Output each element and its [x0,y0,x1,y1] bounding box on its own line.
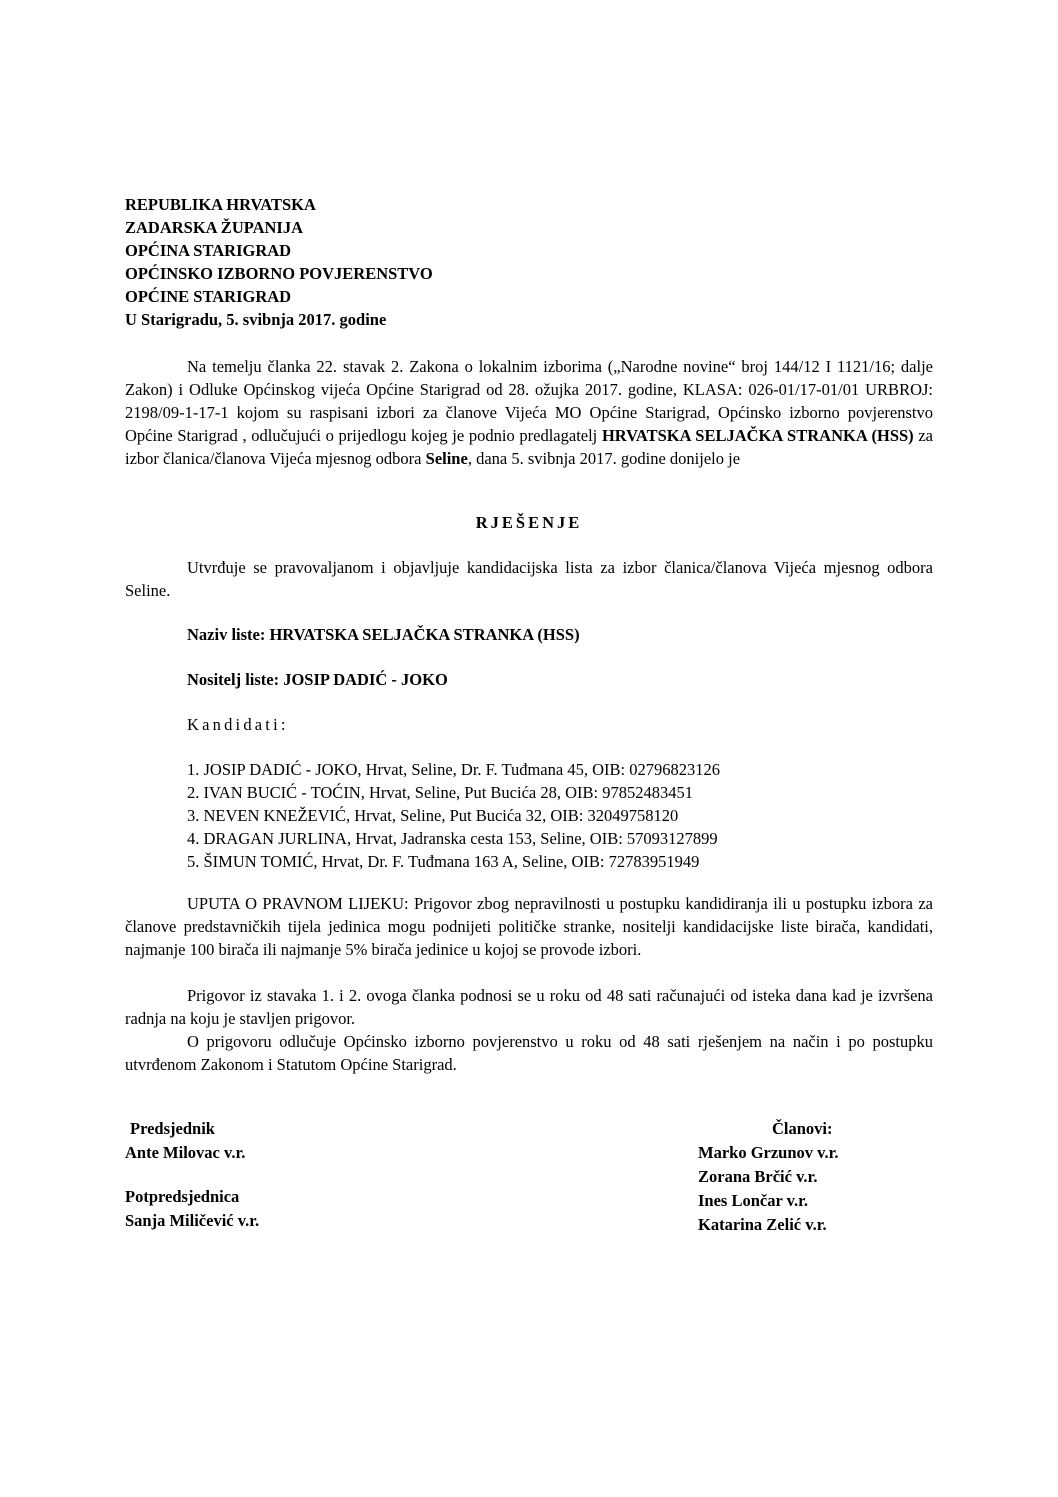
header-date: U Starigradu, 5. svibnja 2017. godine [125,310,387,329]
legal-remedy-paragraph: UPUTA O PRAVNOM LIJEKU: Prigovor zbog nepravilnosti u postupku kandidiranja ili u postupku izbora za članove predstavničkih tijela jedinica mogu podnijeti političke stranke, nositelji kandidacijske liste birača, kandidati, najmanje 100 birača ili najmanje 5% birača jedinice u kojoj se provode izbori. [125,894,933,959]
decision-text: Utvrđuje se pravovaljanom i objavljuje kandidacijska lista za izbor članica/članova Vijeća mjesnog odbora Seline. [125,558,933,600]
header-line: OPĆINSKO IZBORNO POVJERENSTVO [125,264,433,283]
candidate-item: 3. NEVEN KNEŽEVIĆ, Hrvat, Seline, Put Bucića 32, OIB: 32049758120 [187,806,679,825]
intro-text: Na temelju članka 22. stavak 2. Zakona o lokalnim izborima („Narodne novine“ broj 144/12 I 1121/16; dalje Zakon) i Odluke Općinskog vijeća Općine Starigrad od 28. ožujka 2017. godine, KLASA: 026-01/17-01/01 URBROJ: 2198/09-1-17-1 kojom su raspisani izbori za članove Vijeća MO Općine Starigrad, Općinsko izborno povjerenstvo Općine Starigrad , odlučujući o prijedlogu kojeg je podnio predlagatelj [125,357,933,445]
intro-place: Seline [425,449,468,468]
intro-paragraph [125,355,933,470]
member-name: Katarina Zelić v.r. [698,1215,827,1234]
list-name: Naziv liste: HRVATSKA SELJAČKA STRANKA (HSS) [187,625,580,644]
candidate-list [187,758,720,873]
vice-signature [125,1185,259,1233]
legal-remedy-paragraph: O prigovoru odlučuje Općinsko izborno povjerenstvo u roku od 48 sati rješenjem na način i po postupku utvrđenom Zakonom i Statutom Općine Starigrad. [125,1032,933,1074]
president-name-block [125,1141,245,1165]
list-holder: Nositelj liste: JOSIP DADIĆ - JOKO [187,670,448,689]
intro-text: za izbor članica/članova Vijeća mjesnog odbora [125,426,933,468]
header-line: OPĆINA STARIGRAD [125,241,292,260]
header-line: ZADARSKA ŽUPANIJA [125,218,304,237]
members-signatures [698,1141,839,1237]
intro-proposer: HRVATSKA SELJAČKA STRANKA (HSS) [601,426,914,445]
vice-title: Potpredsjednica [125,1187,240,1206]
members-title: Članovi: [772,1119,833,1138]
candidate-item: 4. DRAGAN JURLINA, Hrvat, Jadranska cesta 153, Seline, OIB: 57093127899 [187,829,718,848]
intro-text: , dana 5. svibnja 2017. godine donijelo je [467,449,741,468]
member-name: Zorana Brčić v.r. [698,1167,818,1186]
header-line: REPUBLIKA HRVATSKA [125,195,316,214]
member-name: Marko Grzunov v.r. [698,1143,839,1162]
candidate-item: 2. IVAN BUCIĆ - TOĆIN, Hrvat, Seline, Put Bucića 28, OIB: 97852483451 [187,783,693,802]
president-signature [130,1117,215,1141]
member-name: Ines Lončar v.r. [698,1191,809,1210]
president-name: Ante Milovac v.r. [125,1143,246,1162]
decision-title: RJEŠENJE [475,513,583,532]
document-header [125,193,433,331]
header-line: OPĆINE STARIGRAD [125,287,292,306]
president-title: Predsjednik [130,1119,215,1138]
candidate-item: 5. ŠIMUN TOMIĆ, Hrvat, Dr. F. Tuđmana 163 A, Seline, OIB: 72783951949 [187,852,700,871]
legal-remedy-paragraph: Prigovor iz stavaka 1. i 2. ovoga članka podnosi se u roku od 48 sati računajući od isteka dana kad je izvršena radnja na koju je stavljen prigovor. [125,986,933,1028]
members-title-block [772,1117,833,1141]
candidates-label: Kandidati: [187,715,289,734]
candidate-item: 1. JOSIP DADIĆ - JOKO, Hrvat, Seline, Dr. F. Tuđmana 45, OIB: 02796823126 [187,760,720,779]
vice-name: Sanja Miličević v.r. [125,1211,260,1230]
